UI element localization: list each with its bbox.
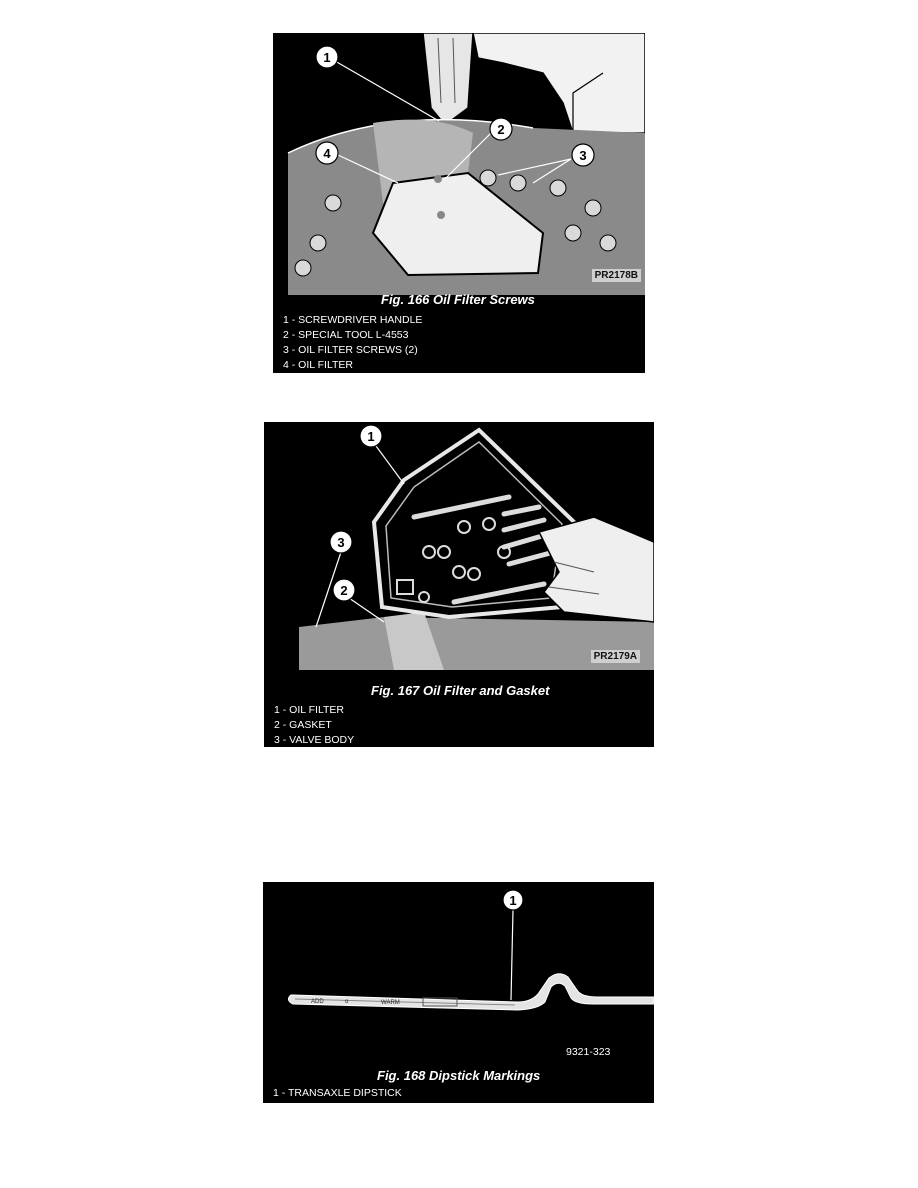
figure-167 bbox=[264, 422, 654, 747]
figure-legend bbox=[283, 313, 422, 373]
figure-caption: Fig. 167 Oil Filter and Gasket bbox=[371, 683, 550, 698]
figure-caption: Fig. 166 Oil Filter Screws bbox=[381, 292, 535, 307]
image-code: 9321-323 bbox=[566, 1046, 611, 1058]
callout-2: 2 bbox=[340, 583, 348, 598]
oil-filter-screws-illustration bbox=[273, 33, 645, 295]
legend-item: 1 - SCREWDRIVER HANDLE bbox=[283, 314, 423, 326]
figure-168 bbox=[263, 882, 654, 1103]
figure-166 bbox=[273, 33, 645, 373]
figure-legend bbox=[274, 703, 354, 747]
dipstick-warm-mark: WARM bbox=[381, 1000, 400, 1006]
legend-item: 2 - SPECIAL TOOL L-4553 bbox=[283, 329, 409, 341]
callout-1: 1 bbox=[323, 50, 331, 65]
image-code: PR2178B bbox=[592, 269, 641, 282]
callout-2: 2 bbox=[497, 122, 505, 137]
callout-4: 4 bbox=[323, 146, 331, 161]
oil-filter-gasket-illustration bbox=[264, 422, 654, 670]
legend-item: 2 - GASKET bbox=[274, 719, 332, 731]
legend-item: 3 - OIL FILTER SCREWS (2) bbox=[283, 344, 418, 356]
callout-3: 3 bbox=[337, 535, 345, 550]
dipstick-add-mark: ADD bbox=[311, 999, 324, 1005]
dipstick-illustration bbox=[263, 882, 654, 1042]
legend-item: 1 - TRANSAXLE DIPSTICK bbox=[273, 1087, 402, 1099]
callout-1: 1 bbox=[367, 429, 375, 444]
legend-item: 4 - OIL FILTER bbox=[283, 359, 354, 371]
svg-text:o: o bbox=[345, 999, 349, 1005]
figure-legend bbox=[273, 1086, 402, 1101]
legend-item: 1 - OIL FILTER bbox=[274, 704, 345, 716]
callout-3: 3 bbox=[579, 148, 587, 163]
callout-1: 1 bbox=[509, 893, 517, 908]
legend-item: 3 - VALVE BODY bbox=[274, 734, 355, 746]
figure-caption: Fig. 168 Dipstick Markings bbox=[377, 1068, 541, 1083]
image-code: PR2179A bbox=[591, 650, 640, 663]
